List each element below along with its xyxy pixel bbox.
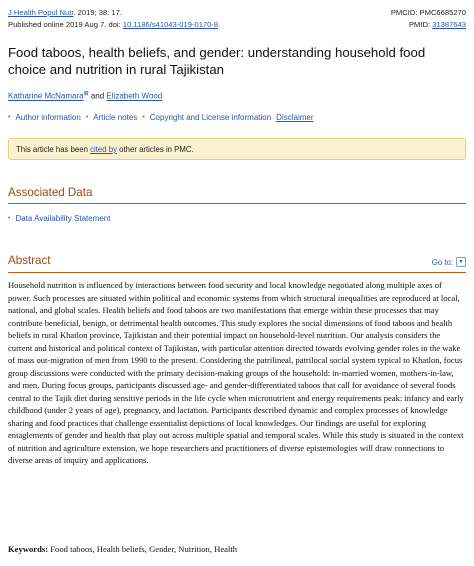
citation-line (8, 8, 466, 17)
pmid-label: PMID: (408, 20, 433, 29)
keywords-label: Keywords: (8, 544, 49, 554)
corresponding-author-icon[interactable]: ⊠ (83, 91, 89, 97)
keywords (8, 544, 466, 554)
data-availability-item (8, 214, 466, 223)
article-notes-link[interactable]: Article notes (93, 113, 138, 122)
pmid-link[interactable]: 31387643 (432, 20, 466, 29)
published-label: Published online 2019 Aug 7. doi: (8, 20, 123, 29)
author-information-link[interactable]: Author information (15, 113, 81, 122)
bullet-icon: • (8, 114, 11, 121)
pmid (409, 20, 466, 29)
goto-label[interactable]: Go to: (431, 257, 453, 267)
abstract-heading: Abstract (8, 254, 51, 267)
bullet-icon: • (142, 114, 145, 121)
doi-link[interactable]: 10.1186/s41043-019-0170-8 (122, 20, 219, 29)
article-links (8, 113, 466, 122)
chevron-down-icon[interactable]: ▾ (456, 257, 466, 267)
author-list (8, 90, 466, 101)
notice-text-pre: This article has been (16, 145, 91, 154)
cited-by-notice (8, 138, 466, 160)
bullet-icon: • (8, 215, 11, 222)
associated-data-heading: Associated Data (8, 186, 466, 204)
bullet-icon: • (85, 114, 89, 121)
citation-details: . 2019; 38: 17. (73, 8, 122, 17)
copyright-link[interactable]: Copyright and License information (149, 113, 272, 122)
author-link-mcnamara[interactable]: Katharine McNamara (8, 91, 84, 101)
notice-text-post: other articles in PMC. (116, 145, 194, 154)
publication-line (8, 20, 466, 29)
disclaimer-link[interactable]: Disclaimer (276, 113, 314, 122)
author-link-wood[interactable]: Elizabeth Wood (106, 91, 163, 101)
cited-by-link[interactable]: cited by (90, 145, 117, 154)
abstract-text: Household nutrition is influenced by interactions between food security and local knowledge negotiated along multiple axes of power. Such processes are situated within political and economic systems from which structural inequalities are reproduced at local, national, and global scales. Health beliefs and food taboos are two manifestations that emerge within these processes that may contribute beneficial, benign, or detrimental health outcomes. This study explores the social dimensions of food taboos and health beliefs in rural Khatlon province, Tajikistan and their potential impact on household-level nutrition. Our analysis considers the current and historical and political context of Tajikistan, with particular attention directed towards evolving gender roles in the wake of mass out-migration of men from 1990 to the present. Considering the patrilineal, patrilocal social system typical to Khatlon, focus group discussions were conducted with the primary decision-making groups of the household: in-married women, mothers-in-law, and men. During focus groups, participants discussed age- and gender-differentiated taboos that call for avoidance of several foods central to the Tajik diet during sensitive periods in the life cycle when micronutrient and energy requirements peak: infancy and early childhood (under 2 years of age), pregnancy, and lactation. Participants described dynamic and complex processes of knowledge sharing and food practices that challenge essentialist depictions of local knowledges. Our findings are useful for exploring entaglements of gender and health that play out across multiple spatial and temporal scales. While this study is situated in the context of nutrition and agriculture extension, we hope researchers and practitioners of diverse epistemologies will draw connections to diverse areas of inquiry and applications. (8, 280, 464, 465)
published-info (8, 20, 218, 29)
data-availability-link[interactable]: Data Availability Statement (15, 214, 111, 223)
goto-menu[interactable] (432, 257, 466, 267)
keywords-list: Food taboos, Health beliefs, Gender, Nutrition, Health (48, 544, 238, 554)
author-separator: and (88, 91, 107, 101)
citation-info (8, 8, 122, 17)
journal-link[interactable]: J Health Popul Nutr (8, 8, 74, 17)
article-title: Food taboos, health beliefs, and gender: understanding household food choice and nutrition in rural Tajikistan (8, 45, 426, 77)
pmcid: PMCID: PMC6685270 (390, 8, 466, 17)
abstract-header (8, 254, 466, 273)
